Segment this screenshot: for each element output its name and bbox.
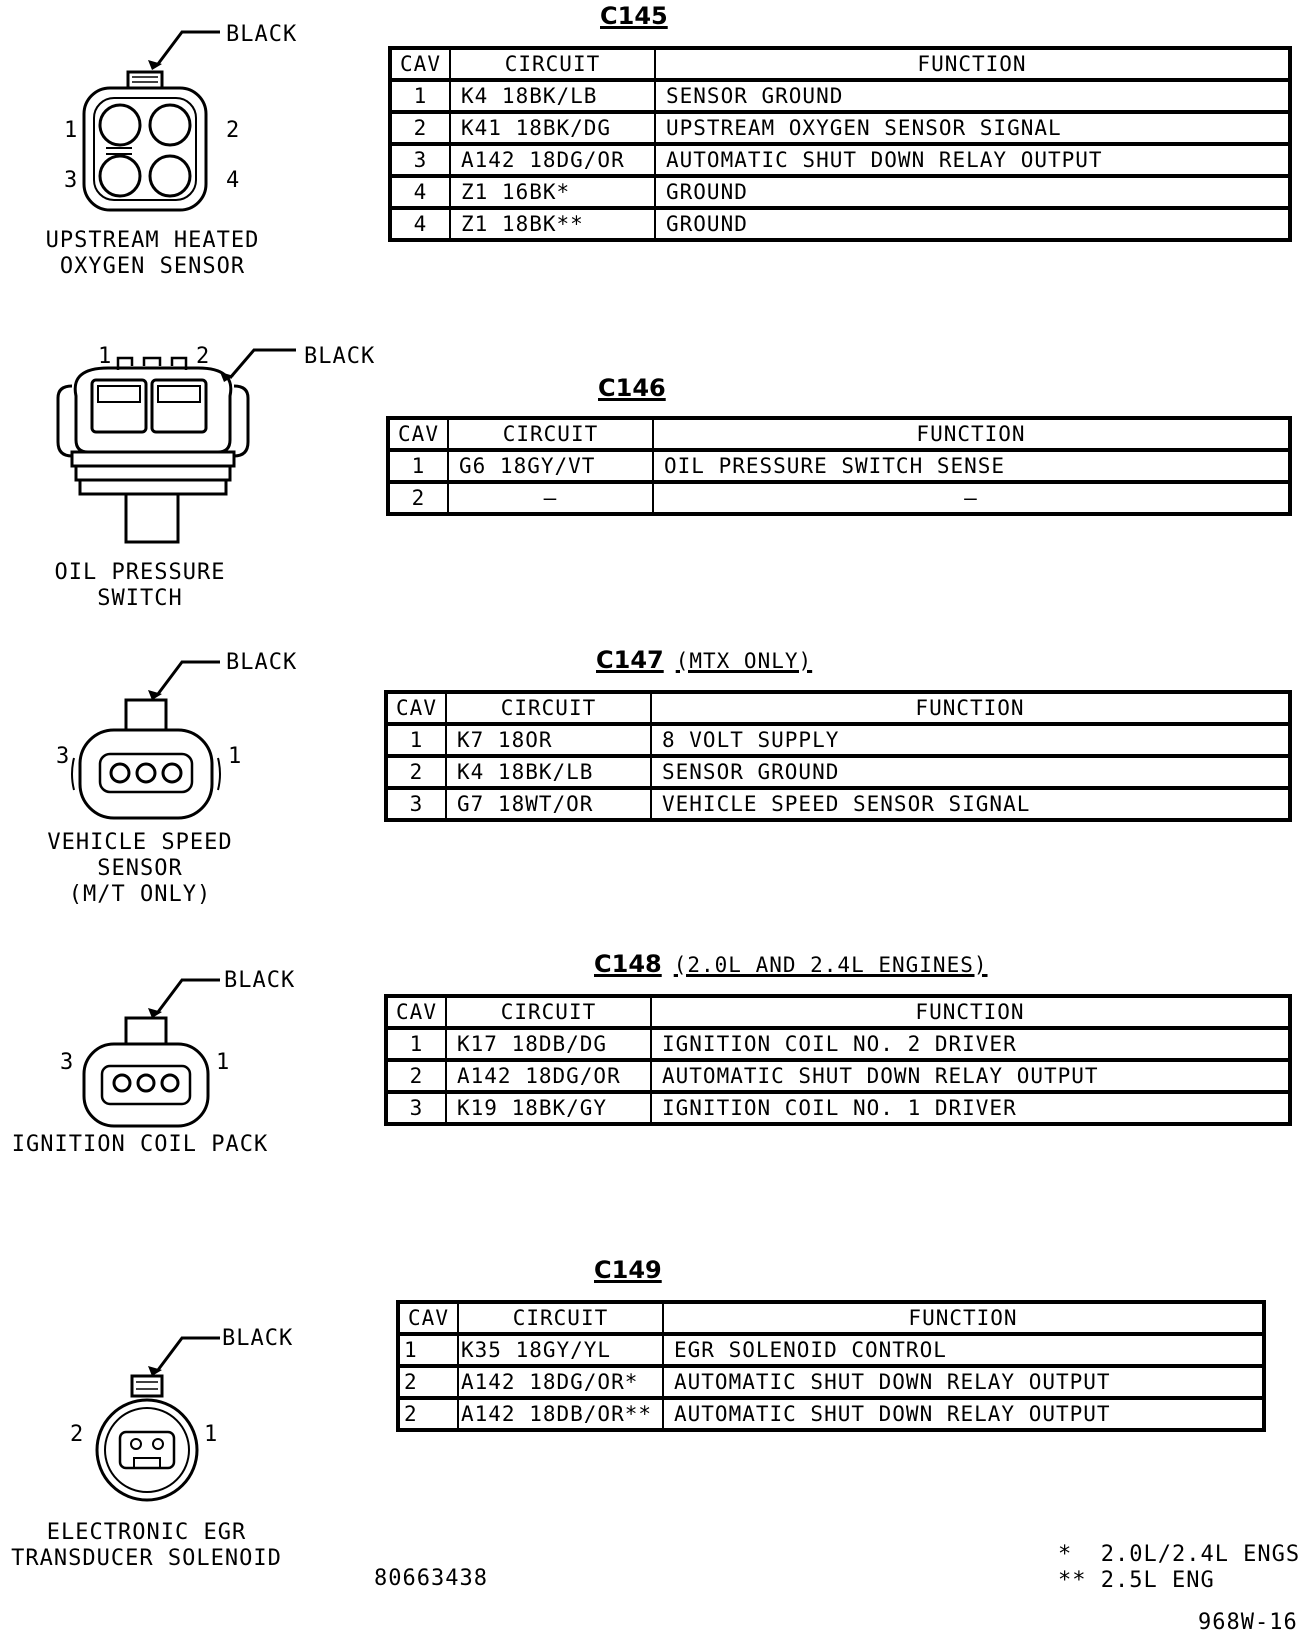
c147-note: (MTX ONLY): [675, 649, 813, 673]
function-cell: GROUND: [655, 176, 1290, 208]
c145-pin-label: 1: [64, 118, 79, 143]
cav-cell: 2: [386, 1060, 446, 1092]
cav-header: CAV: [390, 48, 450, 80]
circuit-cell: K41 18BK/DG: [450, 112, 655, 144]
cav-cell: 1: [388, 450, 448, 482]
table-row: [386, 756, 1290, 788]
function-cell: UPSTREAM OXYGEN SENSOR SIGNAL: [655, 112, 1290, 144]
cav-cell: 2: [386, 756, 446, 788]
c148-note: (2.0L AND 2.4L ENGINES): [673, 953, 988, 977]
table-header-row: [398, 1302, 1264, 1334]
circuit-cell: A142 18DG/OR*: [458, 1366, 663, 1398]
circuit-cell: K19 18BK/GY: [446, 1092, 651, 1124]
c147-color-label: BLACK: [226, 650, 298, 675]
c147-connector-drawing: [70, 650, 230, 830]
c149-component-label: ELECTRONIC EGR TRANSDUCER SOLENOID: [11, 1520, 282, 1571]
table-row: [398, 1398, 1264, 1430]
cav-cell: 1: [398, 1334, 458, 1366]
cav-cell: 1: [386, 1028, 446, 1060]
c148-pin-label: 1: [216, 1050, 231, 1075]
cav-header: CAV: [388, 418, 448, 450]
cav-header: CAV: [398, 1302, 458, 1334]
circuit-cell: A142 18DB/OR**: [458, 1398, 663, 1430]
circuit-cell: Z1 18BK**: [450, 208, 655, 240]
circuit-cell: K17 18DB/DG: [446, 1028, 651, 1060]
table-row: [390, 208, 1290, 240]
table-row: [398, 1366, 1264, 1398]
cav-header: CAV: [386, 996, 446, 1028]
cav-cell: 3: [386, 1092, 446, 1124]
table-row: [386, 724, 1290, 756]
cav-cell: 4: [390, 176, 450, 208]
part-number: 80663438: [374, 1566, 488, 1591]
function-header: FUNCTION: [663, 1302, 1264, 1334]
function-cell: AUTOMATIC SHUT DOWN RELAY OUTPUT: [663, 1398, 1264, 1430]
circuit-cell: G6 18GY/VT: [448, 450, 653, 482]
c145-connector-drawing: [70, 20, 230, 210]
function-cell: IGNITION COIL NO. 1 DRIVER: [651, 1092, 1290, 1124]
cav-cell: 2: [390, 112, 450, 144]
table-row: [390, 112, 1290, 144]
table-row: [388, 482, 1290, 514]
function-cell: AUTOMATIC SHUT DOWN RELAY OUTPUT: [651, 1060, 1290, 1092]
circuit-cell: A142 18DG/OR: [446, 1060, 651, 1092]
table-header-row: [386, 996, 1290, 1028]
footnote-2.5l: ** 2.5L ENG: [1058, 1568, 1215, 1593]
c148-component-label: IGNITION COIL PACK: [11, 1132, 269, 1157]
cav-header: CAV: [386, 692, 446, 724]
function-cell: –: [653, 482, 1290, 514]
c146-component-label: OIL PRESSURE SWITCH: [54, 560, 226, 611]
table-row: [386, 1060, 1290, 1092]
cav-cell: 2: [398, 1366, 458, 1398]
function-cell: OIL PRESSURE SWITCH SENSE: [653, 450, 1290, 482]
c146-pin-label: 2: [196, 344, 211, 369]
c149-connector-drawing: [70, 1326, 230, 1516]
table-row: [390, 144, 1290, 176]
c146-connector-drawing: [48, 340, 308, 555]
circuit-header: CIRCUIT: [446, 692, 651, 724]
table-row: [388, 450, 1290, 482]
cav-cell: 4: [390, 208, 450, 240]
circuit-header: CIRCUIT: [450, 48, 655, 80]
c148-color-label: BLACK: [224, 968, 296, 993]
function-cell: 8 VOLT SUPPLY: [651, 724, 1290, 756]
table-row: [390, 80, 1290, 112]
circuit-cell: Z1 16BK*: [450, 176, 655, 208]
footnote-2.0l-2.4l: * 2.0L/2.4L ENGS: [1058, 1542, 1301, 1567]
cav-cell: 1: [386, 724, 446, 756]
circuit-cell: K7 18OR: [446, 724, 651, 756]
c146-title: C146: [598, 374, 666, 402]
c147-component-label: VEHICLE SPEED SENSOR (M/T ONLY): [47, 830, 233, 907]
function-cell: SENSOR GROUND: [655, 80, 1290, 112]
function-cell: AUTOMATIC SHUT DOWN RELAY OUTPUT: [655, 144, 1290, 176]
function-cell: EGR SOLENOID CONTROL: [663, 1334, 1264, 1366]
c145-pin-label: 4: [226, 168, 241, 193]
function-cell: IGNITION COIL NO. 2 DRIVER: [651, 1028, 1290, 1060]
circuit-cell: G7 18WT/OR: [446, 788, 651, 820]
c149-table: [396, 1300, 1266, 1432]
circuit-cell: K35 18GY/YL: [458, 1334, 663, 1366]
c149-title: C149: [594, 1256, 662, 1284]
c147-title: C147 (MTX ONLY): [596, 646, 813, 674]
c146-table: [386, 416, 1292, 516]
function-header: FUNCTION: [651, 692, 1290, 724]
c146-color-label: BLACK: [304, 344, 376, 369]
c147-table: [384, 690, 1292, 822]
c148-pin-label: 3: [60, 1050, 75, 1075]
c145-title: C145: [600, 2, 668, 30]
figure-id: 968W-16: [1198, 1610, 1298, 1635]
circuit-cell: –: [448, 482, 653, 514]
cav-cell: 2: [388, 482, 448, 514]
table-row: [386, 1092, 1290, 1124]
table-row: [398, 1334, 1264, 1366]
cav-cell: 3: [386, 788, 446, 820]
c147-pin-label: 3: [56, 744, 71, 769]
c147-pin-label: 1: [228, 744, 243, 769]
c148-table: [384, 994, 1292, 1126]
table-header-row: [386, 692, 1290, 724]
circuit-header: CIRCUIT: [458, 1302, 663, 1334]
circuit-header: CIRCUIT: [446, 996, 651, 1028]
cav-cell: 2: [398, 1398, 458, 1430]
c146-pin-label: 1: [98, 344, 113, 369]
c145-table: [388, 46, 1292, 242]
table-row: [386, 1028, 1290, 1060]
table-header-row: [388, 418, 1290, 450]
c145-pin-label: 3: [64, 168, 79, 193]
function-cell: GROUND: [655, 208, 1290, 240]
circuit-cell: K4 18BK/LB: [446, 756, 651, 788]
table-row: [390, 176, 1290, 208]
circuit-cell: A142 18DG/OR: [450, 144, 655, 176]
function-header: FUNCTION: [653, 418, 1290, 450]
c145-component-label: UPSTREAM HEATED OXYGEN SENSOR: [45, 228, 260, 279]
c145-pin-label: 2: [226, 118, 241, 143]
c149-pin-label: 1: [204, 1422, 219, 1447]
c145-color-label: BLACK: [226, 22, 298, 47]
table-row: [386, 788, 1290, 820]
c149-color-label: BLACK: [222, 1326, 294, 1351]
function-header: FUNCTION: [651, 996, 1290, 1028]
function-cell: VEHICLE SPEED SENSOR SIGNAL: [651, 788, 1290, 820]
cav-cell: 3: [390, 144, 450, 176]
table-header-row: [390, 48, 1290, 80]
c148-connector-drawing: [70, 968, 230, 1138]
circuit-header: CIRCUIT: [448, 418, 653, 450]
function-header: FUNCTION: [655, 48, 1290, 80]
c148-title: C148 (2.0L AND 2.4L ENGINES): [594, 950, 988, 978]
function-cell: SENSOR GROUND: [651, 756, 1290, 788]
cav-cell: 1: [390, 80, 450, 112]
circuit-cell: K4 18BK/LB: [450, 80, 655, 112]
function-cell: AUTOMATIC SHUT DOWN RELAY OUTPUT: [663, 1366, 1264, 1398]
c149-pin-label: 2: [70, 1422, 85, 1447]
